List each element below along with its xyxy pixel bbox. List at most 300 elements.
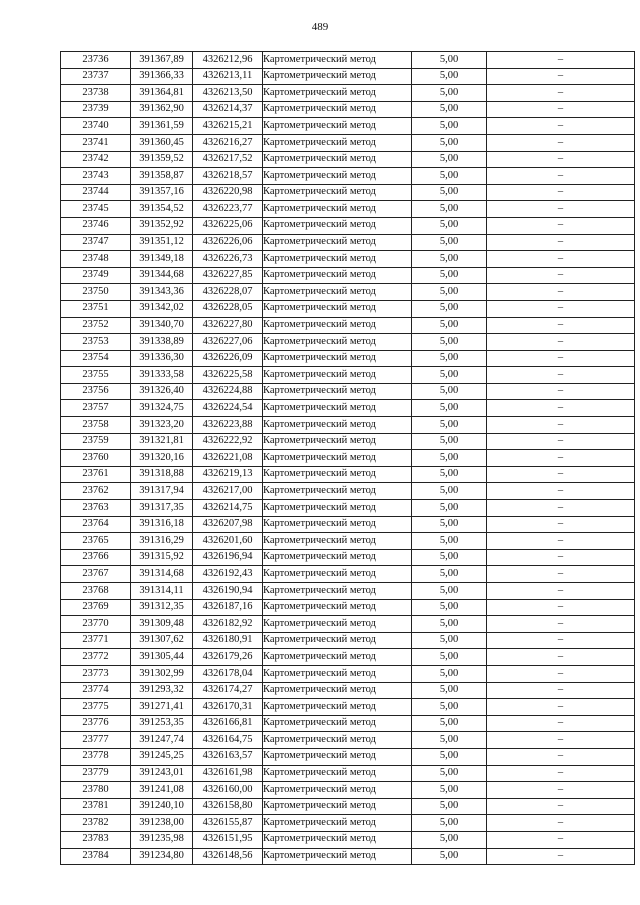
table-row (61, 533, 635, 550)
y-coordinate-cell: 4326174,27 (193, 682, 263, 699)
y-coordinate-cell: 4326170,31 (193, 699, 263, 716)
table-row (61, 566, 635, 583)
x-coordinate-cell: 391243,01 (131, 765, 193, 782)
x-coordinate-cell: 391316,29 (131, 533, 193, 550)
description-cell: – (487, 616, 635, 633)
point-number-cell: 23756 (61, 383, 131, 400)
method-cell: Картометрический метод (263, 782, 412, 799)
precision-cell: 5,00 (412, 549, 487, 566)
description-cell: – (487, 566, 635, 583)
point-number-cell: 23778 (61, 748, 131, 765)
method-cell: Картометрический метод (263, 533, 412, 550)
precision-cell: 5,00 (412, 665, 487, 682)
precision-cell: 5,00 (412, 699, 487, 716)
method-cell: Картометрический метод (263, 500, 412, 517)
y-coordinate-cell: 4326217,52 (193, 151, 263, 168)
table-row (61, 450, 635, 467)
point-number-cell: 23777 (61, 732, 131, 749)
method-cell: Картометрический метод (263, 251, 412, 268)
coordinates-table (60, 51, 635, 865)
table-row (61, 85, 635, 102)
method-cell: Картометрический метод (263, 417, 412, 434)
description-cell: – (487, 317, 635, 334)
x-coordinate-cell: 391333,58 (131, 367, 193, 384)
method-cell: Картометрический метод (263, 765, 412, 782)
x-coordinate-cell: 391247,74 (131, 732, 193, 749)
point-number-cell: 23767 (61, 566, 131, 583)
table-row (61, 334, 635, 351)
method-cell: Картометрический метод (263, 848, 412, 865)
precision-cell: 5,00 (412, 201, 487, 218)
y-coordinate-cell: 4326187,16 (193, 599, 263, 616)
x-coordinate-cell: 391362,90 (131, 101, 193, 118)
x-coordinate-cell: 391326,40 (131, 383, 193, 400)
method-cell: Картометрический метод (263, 632, 412, 649)
description-cell: – (487, 251, 635, 268)
x-coordinate-cell: 391323,20 (131, 417, 193, 434)
precision-cell: 5,00 (412, 184, 487, 201)
x-coordinate-cell: 391245,25 (131, 748, 193, 765)
method-cell: Картометрический метод (263, 201, 412, 218)
point-number-cell: 23775 (61, 699, 131, 716)
method-cell: Картометрический метод (263, 367, 412, 384)
x-coordinate-cell: 391360,45 (131, 134, 193, 151)
table-row (61, 583, 635, 600)
description-cell: – (487, 549, 635, 566)
method-cell: Картометрический метод (263, 267, 412, 284)
y-coordinate-cell: 4326180,91 (193, 632, 263, 649)
description-cell: – (487, 300, 635, 317)
description-cell: – (487, 68, 635, 85)
table-row (61, 848, 635, 865)
point-number-cell: 23774 (61, 682, 131, 699)
y-coordinate-cell: 4326196,94 (193, 549, 263, 566)
point-number-cell: 23753 (61, 334, 131, 351)
precision-cell: 5,00 (412, 383, 487, 400)
precision-cell: 5,00 (412, 798, 487, 815)
method-cell: Картометрический метод (263, 284, 412, 301)
point-number-cell: 23746 (61, 217, 131, 234)
description-cell: – (487, 118, 635, 135)
point-number-cell: 23736 (61, 52, 131, 69)
y-coordinate-cell: 4326212,96 (193, 52, 263, 69)
description-cell: – (487, 367, 635, 384)
precision-cell: 5,00 (412, 715, 487, 732)
precision-cell: 5,00 (412, 450, 487, 467)
method-cell: Картометрический метод (263, 748, 412, 765)
y-coordinate-cell: 4326151,95 (193, 831, 263, 848)
table-row (61, 284, 635, 301)
table-row (61, 466, 635, 483)
x-coordinate-cell: 391324,75 (131, 400, 193, 417)
table-row (61, 732, 635, 749)
y-coordinate-cell: 4326226,73 (193, 251, 263, 268)
y-coordinate-cell: 4326213,50 (193, 85, 263, 102)
point-number-cell: 23752 (61, 317, 131, 334)
y-coordinate-cell: 4326227,80 (193, 317, 263, 334)
point-number-cell: 23741 (61, 134, 131, 151)
x-coordinate-cell: 391241,08 (131, 782, 193, 799)
description-cell: – (487, 798, 635, 815)
x-coordinate-cell: 391364,81 (131, 85, 193, 102)
method-cell: Картометрический метод (263, 217, 412, 234)
point-number-cell: 23763 (61, 500, 131, 517)
x-coordinate-cell: 391366,33 (131, 68, 193, 85)
description-cell: – (487, 782, 635, 799)
description-cell: – (487, 383, 635, 400)
x-coordinate-cell: 391316,18 (131, 516, 193, 533)
description-cell: – (487, 815, 635, 832)
x-coordinate-cell: 391314,11 (131, 583, 193, 600)
table-row (61, 151, 635, 168)
y-coordinate-cell: 4326228,07 (193, 284, 263, 301)
precision-cell: 5,00 (412, 367, 487, 384)
y-coordinate-cell: 4326163,57 (193, 748, 263, 765)
y-coordinate-cell: 4326227,06 (193, 334, 263, 351)
precision-cell: 5,00 (412, 300, 487, 317)
table-row (61, 217, 635, 234)
precision-cell: 5,00 (412, 649, 487, 666)
description-cell: – (487, 748, 635, 765)
x-coordinate-cell: 391349,18 (131, 251, 193, 268)
table-row (61, 68, 635, 85)
method-cell: Картометрический метод (263, 168, 412, 185)
y-coordinate-cell: 4326216,27 (193, 134, 263, 151)
description-cell: – (487, 715, 635, 732)
method-cell: Картометрический метод (263, 334, 412, 351)
precision-cell: 5,00 (412, 483, 487, 500)
y-coordinate-cell: 4326217,00 (193, 483, 263, 500)
method-cell: Картометрический метод (263, 649, 412, 666)
method-cell: Картометрический метод (263, 699, 412, 716)
method-cell: Картометрический метод (263, 549, 412, 566)
description-cell: – (487, 450, 635, 467)
description-cell: – (487, 151, 635, 168)
precision-cell: 5,00 (412, 151, 487, 168)
point-number-cell: 23751 (61, 300, 131, 317)
point-number-cell: 23783 (61, 831, 131, 848)
method-cell: Картометрический метод (263, 516, 412, 533)
description-cell: – (487, 599, 635, 616)
y-coordinate-cell: 4326190,94 (193, 583, 263, 600)
y-coordinate-cell: 4326192,43 (193, 566, 263, 583)
table-row (61, 765, 635, 782)
y-coordinate-cell: 4326179,26 (193, 649, 263, 666)
coordinates-table-body (61, 52, 635, 865)
x-coordinate-cell: 391357,16 (131, 184, 193, 201)
y-coordinate-cell: 4326218,57 (193, 168, 263, 185)
method-cell: Картометрический метод (263, 798, 412, 815)
precision-cell: 5,00 (412, 616, 487, 633)
precision-cell: 5,00 (412, 682, 487, 699)
description-cell: – (487, 184, 635, 201)
table-row (61, 682, 635, 699)
point-number-cell: 23755 (61, 367, 131, 384)
x-coordinate-cell: 391307,62 (131, 632, 193, 649)
table-row (61, 483, 635, 500)
table-row (61, 201, 635, 218)
table-row (61, 831, 635, 848)
description-cell: – (487, 831, 635, 848)
point-number-cell: 23738 (61, 85, 131, 102)
precision-cell: 5,00 (412, 599, 487, 616)
x-coordinate-cell: 391238,00 (131, 815, 193, 832)
x-coordinate-cell: 391271,41 (131, 699, 193, 716)
method-cell: Картометрический метод (263, 616, 412, 633)
x-coordinate-cell: 391367,89 (131, 52, 193, 69)
point-number-cell: 23748 (61, 251, 131, 268)
x-coordinate-cell: 391343,36 (131, 284, 193, 301)
table-row (61, 748, 635, 765)
precision-cell: 5,00 (412, 516, 487, 533)
point-number-cell: 23754 (61, 350, 131, 367)
y-coordinate-cell: 4326227,85 (193, 267, 263, 284)
method-cell: Картометрический метод (263, 831, 412, 848)
description-cell: – (487, 699, 635, 716)
x-coordinate-cell: 391342,02 (131, 300, 193, 317)
method-cell: Картометрический метод (263, 599, 412, 616)
precision-cell: 5,00 (412, 466, 487, 483)
precision-cell: 5,00 (412, 168, 487, 185)
precision-cell: 5,00 (412, 831, 487, 848)
x-coordinate-cell: 391318,88 (131, 466, 193, 483)
point-number-cell: 23742 (61, 151, 131, 168)
precision-cell: 5,00 (412, 815, 487, 832)
precision-cell: 5,00 (412, 417, 487, 434)
precision-cell: 5,00 (412, 765, 487, 782)
x-coordinate-cell: 391312,35 (131, 599, 193, 616)
table-row (61, 665, 635, 682)
precision-cell: 5,00 (412, 101, 487, 118)
method-cell: Картометрический метод (263, 815, 412, 832)
description-cell: – (487, 682, 635, 699)
description-cell: – (487, 665, 635, 682)
y-coordinate-cell: 4326223,77 (193, 201, 263, 218)
table-row (61, 267, 635, 284)
table-row (61, 168, 635, 185)
method-cell: Картометрический метод (263, 68, 412, 85)
method-cell: Картометрический метод (263, 383, 412, 400)
point-number-cell: 23757 (61, 400, 131, 417)
precision-cell: 5,00 (412, 68, 487, 85)
point-number-cell: 23747 (61, 234, 131, 251)
table-row (61, 400, 635, 417)
table-row (61, 616, 635, 633)
table-row (61, 417, 635, 434)
precision-cell: 5,00 (412, 118, 487, 135)
y-coordinate-cell: 4326158,80 (193, 798, 263, 815)
method-cell: Картометрический метод (263, 433, 412, 450)
method-cell: Картометрический метод (263, 682, 412, 699)
x-coordinate-cell: 391344,68 (131, 267, 193, 284)
precision-cell: 5,00 (412, 848, 487, 865)
table-row (61, 300, 635, 317)
x-coordinate-cell: 391240,10 (131, 798, 193, 815)
x-coordinate-cell: 391314,68 (131, 566, 193, 583)
table-row (61, 815, 635, 832)
method-cell: Картометрический метод (263, 450, 412, 467)
method-cell: Картометрический метод (263, 317, 412, 334)
description-cell: – (487, 85, 635, 102)
description-cell: – (487, 217, 635, 234)
precision-cell: 5,00 (412, 217, 487, 234)
point-number-cell: 23779 (61, 765, 131, 782)
x-coordinate-cell: 391302,99 (131, 665, 193, 682)
point-number-cell: 23745 (61, 201, 131, 218)
method-cell: Картометрический метод (263, 583, 412, 600)
method-cell: Картометрический метод (263, 184, 412, 201)
point-number-cell: 23762 (61, 483, 131, 500)
point-number-cell: 23743 (61, 168, 131, 185)
point-number-cell: 23769 (61, 599, 131, 616)
description-cell: – (487, 52, 635, 69)
precision-cell: 5,00 (412, 732, 487, 749)
method-cell: Картометрический метод (263, 300, 412, 317)
precision-cell: 5,00 (412, 500, 487, 517)
point-number-cell: 23740 (61, 118, 131, 135)
table-row (61, 516, 635, 533)
point-number-cell: 23770 (61, 616, 131, 633)
table-row (61, 699, 635, 716)
y-coordinate-cell: 4326219,13 (193, 466, 263, 483)
y-coordinate-cell: 4326201,60 (193, 533, 263, 550)
point-number-cell: 23758 (61, 417, 131, 434)
description-cell: – (487, 583, 635, 600)
y-coordinate-cell: 4326215,21 (193, 118, 263, 135)
precision-cell: 5,00 (412, 251, 487, 268)
point-number-cell: 23771 (61, 632, 131, 649)
description-cell: – (487, 533, 635, 550)
precision-cell: 5,00 (412, 566, 487, 583)
y-coordinate-cell: 4326228,05 (193, 300, 263, 317)
precision-cell: 5,00 (412, 533, 487, 550)
table-row (61, 184, 635, 201)
y-coordinate-cell: 4326148,56 (193, 848, 263, 865)
method-cell: Картометрический метод (263, 52, 412, 69)
point-number-cell: 23772 (61, 649, 131, 666)
point-number-cell: 23773 (61, 665, 131, 682)
x-coordinate-cell: 391253,35 (131, 715, 193, 732)
description-cell: – (487, 134, 635, 151)
y-coordinate-cell: 4326225,06 (193, 217, 263, 234)
point-number-cell: 23744 (61, 184, 131, 201)
method-cell: Картометрический метод (263, 715, 412, 732)
x-coordinate-cell: 391235,98 (131, 831, 193, 848)
description-cell: – (487, 632, 635, 649)
y-coordinate-cell: 4326182,92 (193, 616, 263, 633)
description-cell: – (487, 417, 635, 434)
y-coordinate-cell: 4326164,75 (193, 732, 263, 749)
x-coordinate-cell: 391352,92 (131, 217, 193, 234)
method-cell: Картометрический метод (263, 234, 412, 251)
x-coordinate-cell: 391338,89 (131, 334, 193, 351)
x-coordinate-cell: 391305,44 (131, 649, 193, 666)
table-row (61, 649, 635, 666)
point-number-cell: 23761 (61, 466, 131, 483)
point-number-cell: 23765 (61, 533, 131, 550)
point-number-cell: 23764 (61, 516, 131, 533)
description-cell: – (487, 732, 635, 749)
description-cell: – (487, 765, 635, 782)
page-number: 489 (311, 21, 329, 33)
point-number-cell: 23766 (61, 549, 131, 566)
x-coordinate-cell: 391359,52 (131, 151, 193, 168)
y-coordinate-cell: 4326225,58 (193, 367, 263, 384)
x-coordinate-cell: 391354,52 (131, 201, 193, 218)
y-coordinate-cell: 4326224,88 (193, 383, 263, 400)
description-cell: – (487, 284, 635, 301)
x-coordinate-cell: 391234,80 (131, 848, 193, 865)
y-coordinate-cell: 4326214,37 (193, 101, 263, 118)
precision-cell: 5,00 (412, 748, 487, 765)
table-row (61, 798, 635, 815)
description-cell: – (487, 400, 635, 417)
y-coordinate-cell: 4326223,88 (193, 417, 263, 434)
description-cell: – (487, 483, 635, 500)
x-coordinate-cell: 391293,32 (131, 682, 193, 699)
x-coordinate-cell: 391351,12 (131, 234, 193, 251)
description-cell: – (487, 334, 635, 351)
y-coordinate-cell: 4326161,98 (193, 765, 263, 782)
table-row (61, 500, 635, 517)
precision-cell: 5,00 (412, 350, 487, 367)
point-number-cell: 23749 (61, 267, 131, 284)
method-cell: Картометрический метод (263, 151, 412, 168)
point-number-cell: 23759 (61, 433, 131, 450)
description-cell: – (487, 466, 635, 483)
precision-cell: 5,00 (412, 85, 487, 102)
description-cell: – (487, 350, 635, 367)
y-coordinate-cell: 4326160,00 (193, 782, 263, 799)
x-coordinate-cell: 391340,70 (131, 317, 193, 334)
table-row (61, 599, 635, 616)
table-row (61, 317, 635, 334)
x-coordinate-cell: 391336,30 (131, 350, 193, 367)
description-cell: – (487, 234, 635, 251)
method-cell: Картометрический метод (263, 350, 412, 367)
x-coordinate-cell: 391309,48 (131, 616, 193, 633)
description-cell: – (487, 168, 635, 185)
table-row (61, 350, 635, 367)
method-cell: Картометрический метод (263, 466, 412, 483)
y-coordinate-cell: 4326224,54 (193, 400, 263, 417)
x-coordinate-cell: 391321,81 (131, 433, 193, 450)
y-coordinate-cell: 4326178,04 (193, 665, 263, 682)
point-number-cell: 23739 (61, 101, 131, 118)
method-cell: Картометрический метод (263, 732, 412, 749)
table-row (61, 234, 635, 251)
point-number-cell: 23750 (61, 284, 131, 301)
method-cell: Картометрический метод (263, 85, 412, 102)
table-row (61, 367, 635, 384)
x-coordinate-cell: 391320,16 (131, 450, 193, 467)
precision-cell: 5,00 (412, 433, 487, 450)
precision-cell: 5,00 (412, 583, 487, 600)
method-cell: Картометрический метод (263, 665, 412, 682)
point-number-cell: 23780 (61, 782, 131, 799)
description-cell: – (487, 649, 635, 666)
table-row (61, 782, 635, 799)
method-cell: Картометрический метод (263, 134, 412, 151)
point-number-cell: 23737 (61, 68, 131, 85)
x-coordinate-cell: 391315,92 (131, 549, 193, 566)
description-cell: – (487, 267, 635, 284)
precision-cell: 5,00 (412, 267, 487, 284)
precision-cell: 5,00 (412, 782, 487, 799)
y-coordinate-cell: 4326155,87 (193, 815, 263, 832)
description-cell: – (487, 201, 635, 218)
method-cell: Картометрический метод (263, 400, 412, 417)
